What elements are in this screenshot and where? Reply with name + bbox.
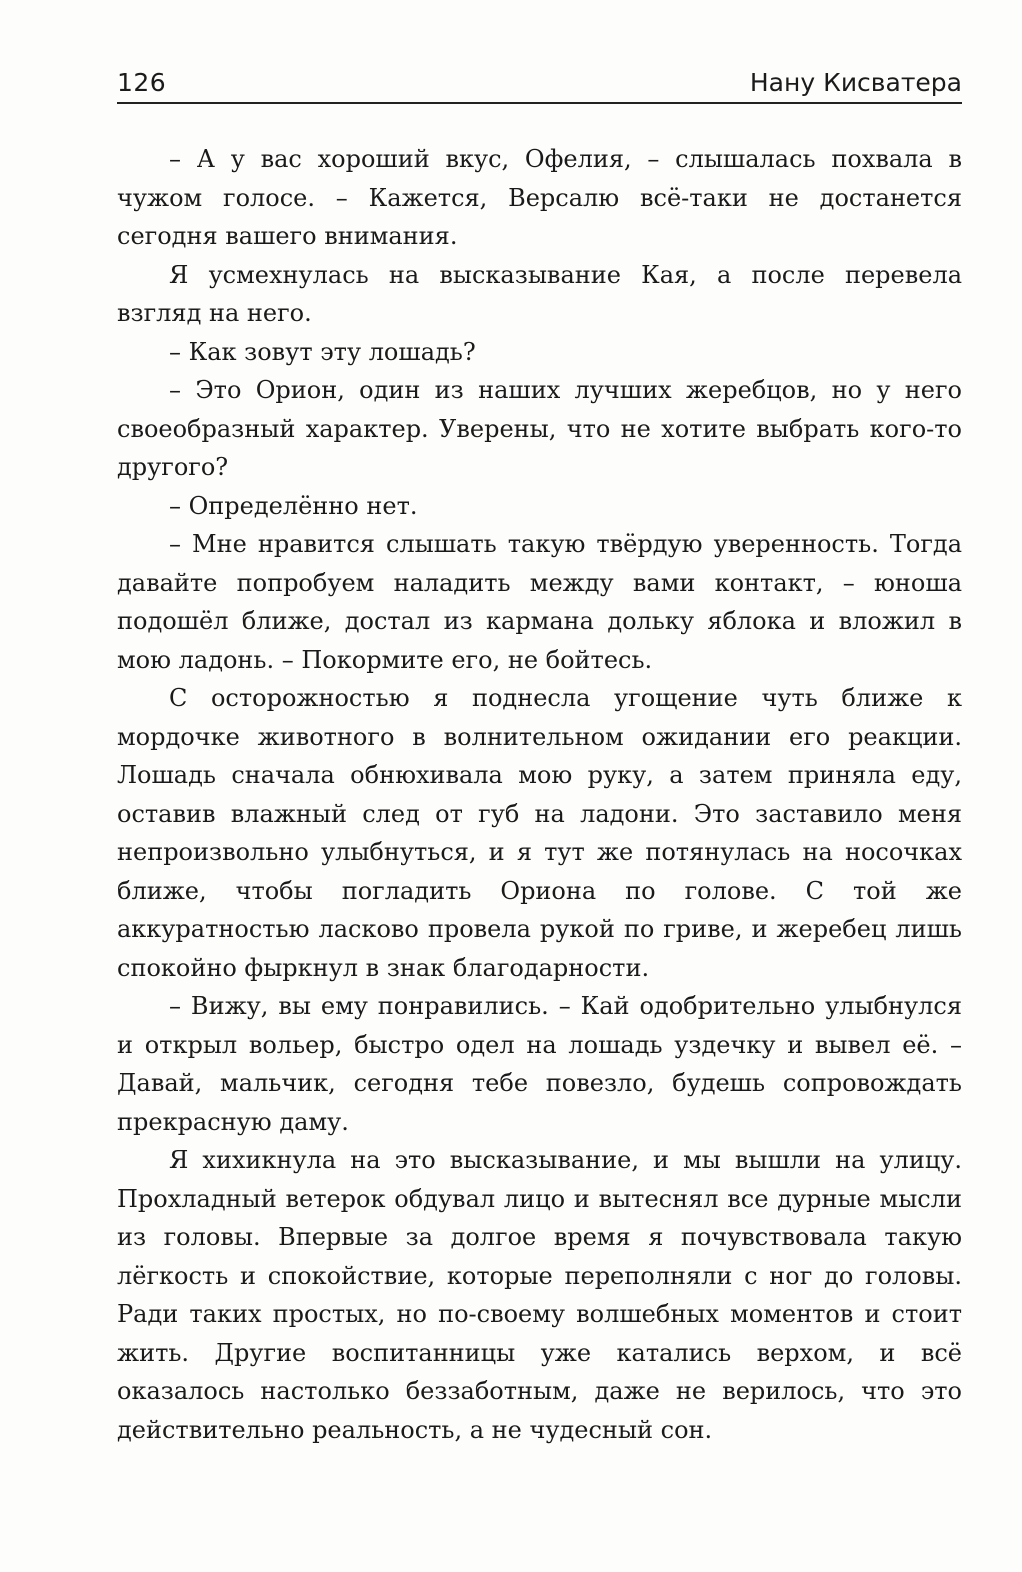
paragraph: – Это Орион, один из наших лучших жеребцов, но у него своеобразный характер. Уверены, что не хотите выбрать кого-то другого? bbox=[117, 376, 962, 481]
running-head-author: Нану Кисватера bbox=[749, 68, 962, 97]
paragraph: – А у вас хороший вкус, Офелия, – слышалась похвала в чужом голосе. – Кажется, Версалю всё-таки не достанется сегодня вашего внимания. bbox=[117, 145, 962, 250]
page-header bbox=[117, 62, 962, 104]
page-number: 126 bbox=[117, 68, 167, 97]
paragraph: Я усмехнулась на высказывание Кая, а после перевела взгляд на него. bbox=[117, 260, 962, 327]
paragraph: С осторожностью я поднесла угощение чуть ближе к мордочке животного в волнительном ожидании его реакции. Лошадь сначала обнюхивала мою руку, а затем приняла еду, оставив влажный след от губ на ладони. Это заставило меня непроизвольно улыбнуться, и я тут же потянулась на носочках ближе, чтобы погладить Ориона по голове. С той же аккуратностью ласково провела рукой по гриве, и жеребец лишь спокойно фыркнул в знак благодарности. bbox=[117, 684, 962, 982]
paragraph: Я хихикнула на это высказывание, и мы вышли на улицу. Прохладный ветерок обдувал лицо и вытеснял все дурные мысли из головы. Впервые за долгое время я почувствовала такую лёгкость и спокойствие, которые переполняли с ног до головы. Ради таких простых, но по-своему волшебных моментов и стоит жить. Другие воспитанницы уже катались верхом, и всё оказалось настолько беззаботным, даже не верилось, что это действительно реальность, а не чудесный сон. bbox=[117, 1146, 962, 1444]
paragraph: – Мне нравится слышать такую твёрдую уверенность. Тогда давайте попробуем наладить между вами контакт, – юноша подошёл ближе, достал из кармана дольку яблока и вложил в мою ладонь. – Покормите его, не бойтесь. bbox=[117, 530, 962, 674]
body-text bbox=[117, 140, 962, 1449]
paragraph: – Определённо нет. bbox=[169, 491, 418, 520]
paragraph: – Как зовут эту лошадь? bbox=[169, 337, 476, 366]
paragraph: – Вижу, вы ему понравились. – Кай одобрительно улыбнулся и открыл вольер, быстро одел на лошадь уздечку и вывел её. – Давай, мальчик, сегодня тебе повезло, будешь сопровождать прекрасную даму. bbox=[117, 992, 962, 1136]
